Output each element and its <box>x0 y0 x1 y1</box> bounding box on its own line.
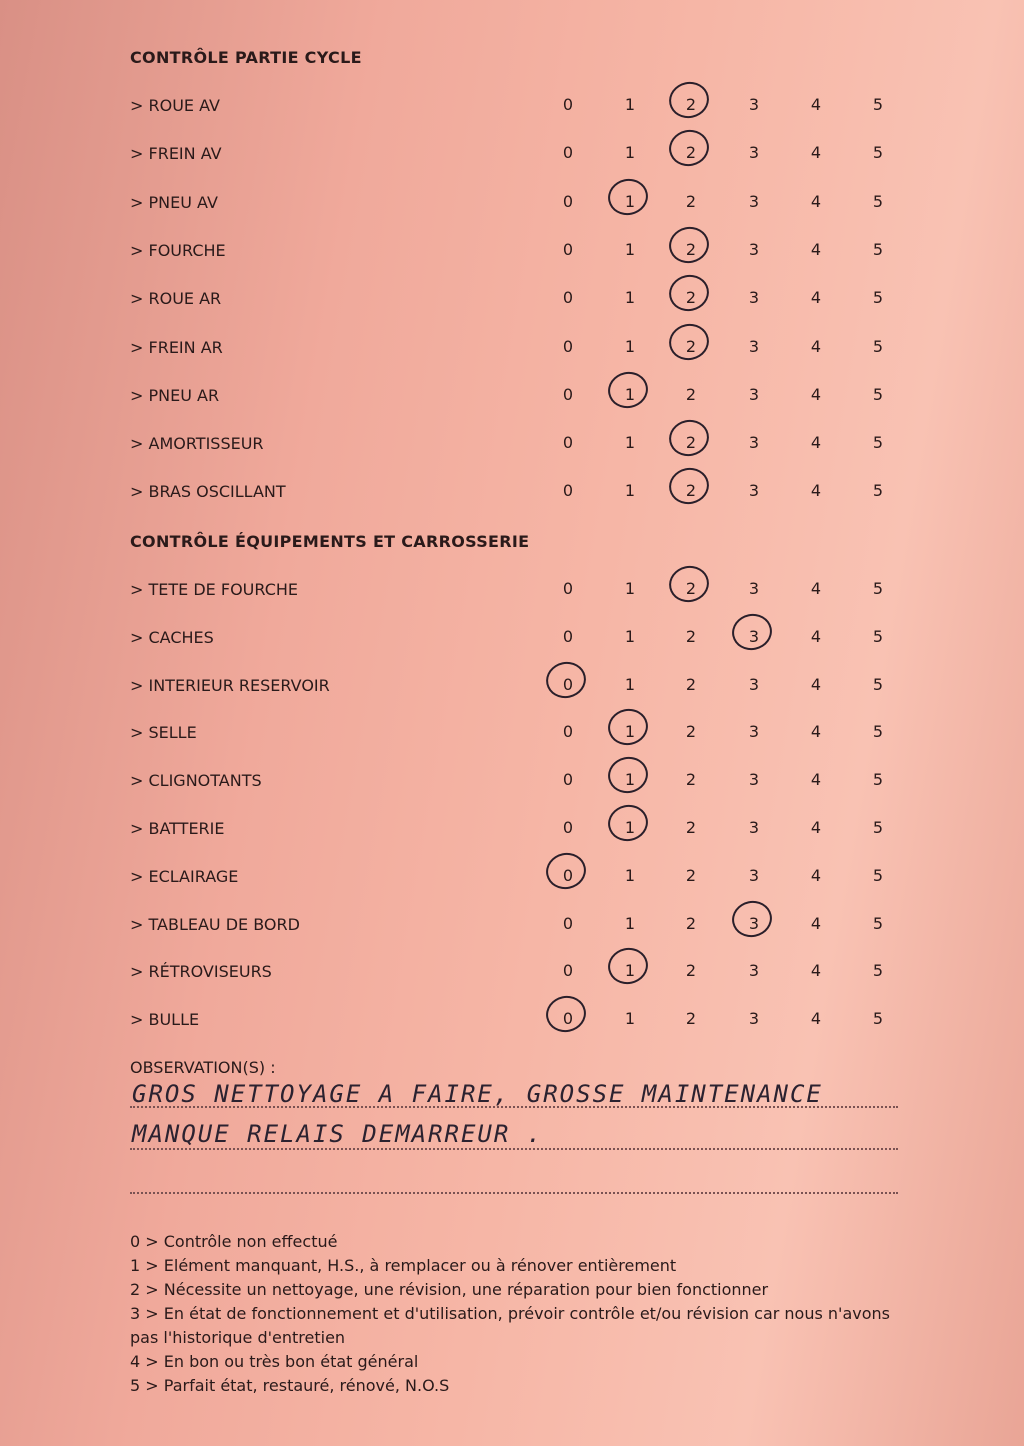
checklist-item-label: > TETE DE FOURCHE <box>130 580 298 599</box>
section-title-cycle: CONTRÔLE PARTIE CYCLE <box>130 48 362 67</box>
score-option-0[interactable]: 0 <box>562 336 574 356</box>
score-option-4[interactable]: 4 <box>810 384 822 404</box>
score-option-4[interactable]: 4 <box>810 579 822 598</box>
score-option-3[interactable]: 3 <box>748 336 760 356</box>
observation-line-3 <box>130 1192 898 1194</box>
checklist-row <box>0 144 1024 184</box>
score-option-0[interactable]: 0 <box>562 95 574 114</box>
checklist-item-label: > BATTERIE <box>130 819 225 838</box>
score-option-3[interactable]: 3 <box>748 384 760 404</box>
score-option-2[interactable]: 2 <box>685 818 697 837</box>
score-option-4[interactable]: 4 <box>810 961 822 981</box>
checklist-row <box>0 289 1024 329</box>
checklist-row <box>0 915 1024 955</box>
score-option-3[interactable]: 3 <box>744 914 764 933</box>
checklist-row <box>0 241 1024 281</box>
checklist-item-label: > BULLE <box>130 1010 200 1030</box>
score-option-2[interactable]: 2 <box>685 865 697 885</box>
score-option-1[interactable]: 1 <box>620 385 640 404</box>
score-option-3[interactable]: 3 <box>748 865 760 885</box>
score-option-3[interactable]: 3 <box>748 674 760 694</box>
score-option-0[interactable]: 0 <box>562 626 574 646</box>
score-option-4[interactable]: 4 <box>810 865 822 885</box>
score-option-0[interactable]: 0 <box>558 1009 578 1028</box>
checklist-item-label: > CACHES <box>130 627 214 647</box>
score-option-1[interactable]: 1 <box>620 961 640 980</box>
legend-item: 4 > En bon ou très bon état général <box>130 1352 419 1371</box>
score-option-0[interactable]: 0 <box>562 579 574 598</box>
score-option-1[interactable]: 1 <box>624 865 636 885</box>
score-option-2[interactable]: 2 <box>681 95 701 114</box>
score-option-5[interactable]: 5 <box>872 239 884 259</box>
score-option-4[interactable]: 4 <box>810 1009 822 1029</box>
score-option-0[interactable]: 0 <box>562 433 574 453</box>
score-option-5[interactable]: 5 <box>872 384 884 404</box>
observations-title: OBSERVATION(S) : <box>130 1058 276 1077</box>
checklist-item-label: > FREIN AR <box>130 337 223 357</box>
checklist-item-label: > PNEU AR <box>130 385 220 405</box>
score-option-2[interactable]: 2 <box>685 626 697 646</box>
score-option-0[interactable]: 0 <box>562 239 574 259</box>
score-option-1[interactable]: 1 <box>624 143 636 163</box>
score-option-0[interactable]: 0 <box>558 866 578 885</box>
checklist-item-label: > TABLEAU DE BORD <box>130 914 300 934</box>
checklist-item-label: > SELLE <box>130 723 197 743</box>
score-option-2[interactable]: 2 <box>685 1009 697 1029</box>
checklist-item-label: > AMORTISSEUR <box>130 434 264 454</box>
score-option-1[interactable]: 1 <box>624 288 636 308</box>
checklist-item-label: > ROUE AV <box>130 96 220 115</box>
score-option-5[interactable]: 5 <box>872 1009 884 1029</box>
checklist-row <box>0 676 1024 716</box>
score-option-4[interactable]: 4 <box>810 239 822 259</box>
score-option-2[interactable]: 2 <box>685 191 697 211</box>
score-option-4[interactable]: 4 <box>810 143 822 163</box>
score-option-0[interactable]: 0 <box>558 675 578 694</box>
legend <box>130 1230 890 1398</box>
checklist-row <box>0 482 1024 522</box>
score-option-3[interactable]: 3 <box>748 239 760 259</box>
score-option-3[interactable]: 3 <box>748 143 760 163</box>
checklist-row <box>0 771 1024 811</box>
section-title-equipment: CONTRÔLE ÉQUIPEMENTS ET CARROSSERIE <box>130 532 530 551</box>
score-option-3[interactable]: 3 <box>748 481 760 501</box>
selected-score-circle <box>666 562 713 606</box>
score-option-4[interactable]: 4 <box>810 95 822 114</box>
score-option-1[interactable]: 1 <box>624 913 636 933</box>
score-option-5[interactable]: 5 <box>872 336 884 356</box>
score-option-0[interactable]: 0 <box>562 481 574 501</box>
score-option-4[interactable]: 4 <box>810 770 822 790</box>
score-option-1[interactable]: 1 <box>624 674 636 694</box>
score-option-1[interactable]: 1 <box>620 818 640 837</box>
score-option-1[interactable]: 1 <box>624 579 636 598</box>
score-option-3[interactable]: 3 <box>748 191 760 211</box>
score-option-2[interactable]: 2 <box>681 337 701 356</box>
score-option-3[interactable]: 3 <box>748 433 760 453</box>
checklist-row <box>0 338 1024 378</box>
checklist-item-label: > PNEU AV <box>130 192 218 212</box>
score-option-5[interactable]: 5 <box>872 865 884 885</box>
legend-item: 3 > En état de fonctionnement et d'utilisation, prévoir contrôle et/ou révision car nous n'avons pas l'historique d'entretien <box>130 1304 890 1347</box>
score-option-5[interactable]: 5 <box>872 481 884 501</box>
legend-item: 0 > Contrôle non effectué <box>130 1232 338 1251</box>
checklist-row <box>0 193 1024 233</box>
score-option-1[interactable]: 1 <box>624 336 636 356</box>
checklist-item-label: > FOURCHE <box>130 240 226 260</box>
score-option-1[interactable]: 1 <box>624 1009 636 1029</box>
score-option-5[interactable]: 5 <box>872 433 884 453</box>
observation-handwritten-line-2: MANQUE RELAIS DEMARREUR . <box>132 1120 544 1148</box>
score-option-3[interactable]: 3 <box>748 722 760 742</box>
score-option-1[interactable]: 1 <box>620 192 640 211</box>
checklist-item-label: > ECLAIRAGE <box>130 866 239 886</box>
score-option-1[interactable]: 1 <box>624 239 636 259</box>
checklist-row <box>0 580 1024 620</box>
legend-item: 1 > Elément manquant, H.S., à remplacer ou à rénover entièrement <box>130 1256 677 1275</box>
score-option-4[interactable]: 4 <box>810 722 822 742</box>
score-option-5[interactable]: 5 <box>872 722 884 742</box>
score-option-2[interactable]: 2 <box>681 433 701 452</box>
checklist-item-label: > BRAS OSCILLANT <box>130 482 286 502</box>
score-option-3[interactable]: 3 <box>748 1009 760 1029</box>
checklist-row <box>0 1010 1024 1050</box>
score-option-1[interactable]: 1 <box>624 481 636 501</box>
score-option-5[interactable]: 5 <box>872 191 884 211</box>
score-option-5[interactable]: 5 <box>872 913 884 933</box>
score-option-3[interactable]: 3 <box>748 770 760 790</box>
observation-line-2 <box>130 1148 898 1150</box>
score-option-2[interactable]: 2 <box>685 770 697 790</box>
legend-item: 2 > Nécessite un nettoyage, une révision, une réparation pour bien fonctionner <box>130 1280 769 1299</box>
score-option-5[interactable]: 5 <box>872 143 884 163</box>
observation-line-1 <box>130 1106 898 1108</box>
score-option-4[interactable]: 4 <box>810 433 822 453</box>
score-option-4[interactable]: 4 <box>810 818 822 837</box>
score-option-2[interactable]: 2 <box>681 143 701 162</box>
score-option-5[interactable]: 5 <box>872 770 884 790</box>
checklist-row <box>0 962 1024 1002</box>
checklist-row <box>0 867 1024 907</box>
selected-score-circle <box>666 78 713 122</box>
score-option-4[interactable]: 4 <box>810 288 822 308</box>
legend-item: 5 > Parfait état, restauré, rénové, N.O.S <box>130 1376 450 1395</box>
checklist-row <box>0 628 1024 668</box>
score-option-0[interactable]: 0 <box>562 961 574 981</box>
score-option-3[interactable]: 3 <box>748 961 760 981</box>
score-option-0[interactable]: 0 <box>562 722 574 742</box>
score-option-3[interactable]: 3 <box>744 627 764 646</box>
observation-handwritten-line-1: GROS NETTOYAGE A FAIRE, GROSSE MAINTENANCE <box>132 1080 823 1108</box>
score-option-2[interactable]: 2 <box>681 240 701 259</box>
checklist-row <box>0 386 1024 426</box>
score-option-0[interactable]: 0 <box>562 770 574 790</box>
checklist-item-label: > CLIGNOTANTS <box>130 771 262 791</box>
score-option-5[interactable]: 5 <box>872 95 884 114</box>
score-option-5[interactable]: 5 <box>872 818 884 837</box>
checklist-item-label: > FREIN AV <box>130 144 222 164</box>
score-option-1[interactable]: 1 <box>624 95 636 114</box>
checklist-item-label: > INTERIEUR RESERVOIR <box>130 675 330 695</box>
score-option-4[interactable]: 4 <box>810 913 822 933</box>
score-option-0[interactable]: 0 <box>562 288 574 308</box>
checklist-row <box>0 96 1024 136</box>
score-option-2[interactable]: 2 <box>681 579 701 598</box>
score-option-3[interactable]: 3 <box>748 818 760 837</box>
checklist-item-label: > RÉTROVISEURS <box>130 962 272 982</box>
score-option-1[interactable]: 1 <box>624 626 636 646</box>
score-option-1[interactable]: 1 <box>620 770 640 789</box>
score-option-4[interactable]: 4 <box>810 674 822 694</box>
score-option-3[interactable]: 3 <box>748 579 760 598</box>
score-option-2[interactable]: 2 <box>685 961 697 981</box>
score-option-2[interactable]: 2 <box>681 481 701 500</box>
score-option-4[interactable]: 4 <box>810 336 822 356</box>
score-option-3[interactable]: 3 <box>748 288 760 308</box>
score-option-2[interactable]: 2 <box>681 288 701 307</box>
score-option-0[interactable]: 0 <box>562 913 574 933</box>
score-option-5[interactable]: 5 <box>872 961 884 981</box>
score-option-0[interactable]: 0 <box>562 818 574 837</box>
score-option-0[interactable]: 0 <box>562 191 574 211</box>
score-option-2[interactable]: 2 <box>685 674 697 694</box>
score-option-4[interactable]: 4 <box>810 626 822 646</box>
score-option-0[interactable]: 0 <box>562 143 574 163</box>
checklist-row <box>0 723 1024 763</box>
checklist-row <box>0 434 1024 474</box>
score-option-2[interactable]: 2 <box>685 384 697 404</box>
checklist-item-label: > ROUE AR <box>130 289 222 309</box>
score-option-4[interactable]: 4 <box>810 191 822 211</box>
score-option-2[interactable]: 2 <box>685 913 697 933</box>
score-option-2[interactable]: 2 <box>685 722 697 742</box>
score-option-1[interactable]: 1 <box>624 433 636 453</box>
score-option-4[interactable]: 4 <box>810 481 822 501</box>
score-option-5[interactable]: 5 <box>872 579 884 598</box>
score-option-1[interactable]: 1 <box>620 722 640 741</box>
checklist-row <box>0 819 1024 859</box>
score-option-5[interactable]: 5 <box>872 288 884 308</box>
score-option-3[interactable]: 3 <box>748 95 760 114</box>
score-option-5[interactable]: 5 <box>872 626 884 646</box>
score-option-5[interactable]: 5 <box>872 674 884 694</box>
score-option-0[interactable]: 0 <box>562 384 574 404</box>
